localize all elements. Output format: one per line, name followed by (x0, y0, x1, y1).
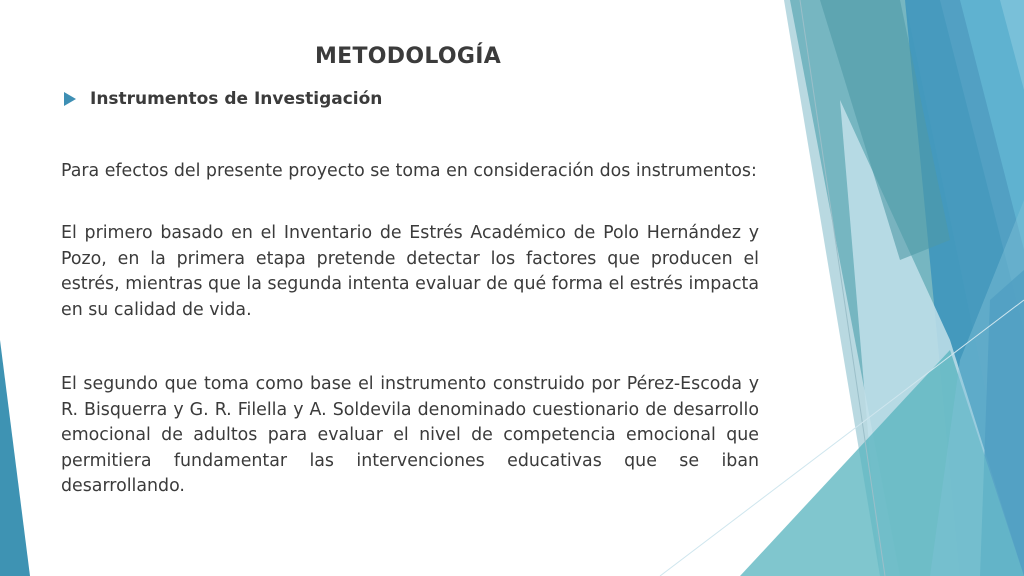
paragraph-1 (61, 159, 759, 185)
paragraph-3-text: El segundo que toma como base el instrumento construido por Pérez-Escoda y R. Bisquerra y G. R. Filella y A. Soldevila denominado cuestionario de desarrollo emocional de adultos para evaluar el nivel de competencia emocional que permitiera fundamentar las intervenciones educativas que se iban desarrollando. (61, 374, 759, 496)
paragraph-1-text: Para efectos del presente proyecto se toma en consideración dos instrumentos: (61, 161, 757, 181)
bullet-item (62, 86, 382, 112)
left-edge-shape (0, 340, 30, 576)
paragraph-2-text: El primero basado en el Inventario de Estrés Académico de Polo Hernández y Pozo, en la primera etapa pretende detectar los factores que producen el estrés, mientras que la segunda intenta evaluar de qué forma el estrés impacta en su calidad de vida. (61, 223, 759, 320)
triangle-right-icon (62, 91, 78, 107)
paragraph-3 (61, 372, 759, 500)
bullet-text: Instrumentos de Investigación (90, 89, 383, 109)
paragraph-2 (61, 221, 759, 323)
slide-title: METODOLOGÍA (314, 44, 502, 69)
